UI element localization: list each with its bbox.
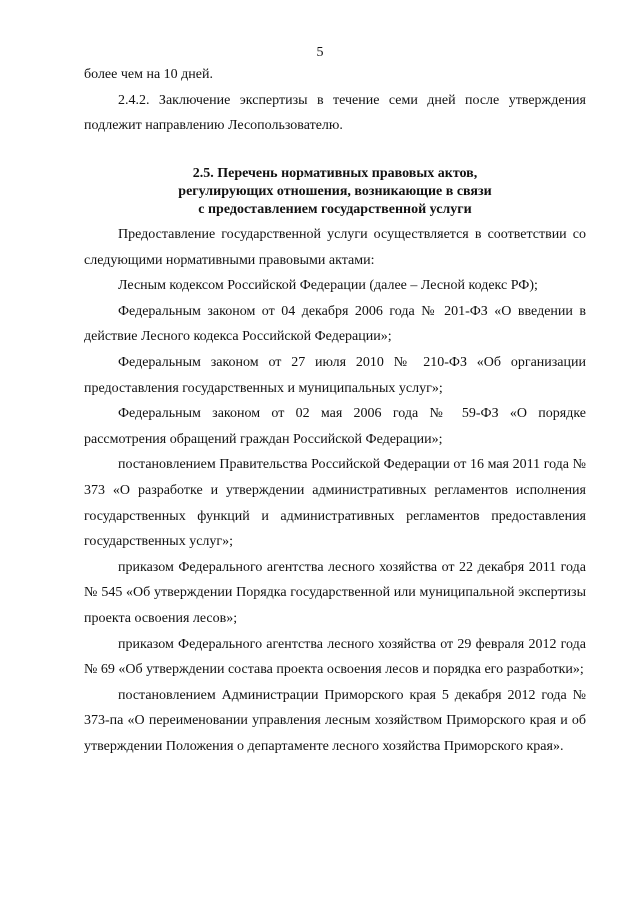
legal-acts-list bbox=[84, 222, 586, 759]
legal-act-item: приказом Федерального агентства лесного хозяйства от 29 февраля 2012 года № 69 «Об утверждении состава проекта освоения лесов и порядка его разработки»; bbox=[84, 636, 586, 678]
legal-act-item: постановлением Правительства Российской Федерации от 16 мая 2011 года № 373 «О разработке и утверждении административных регламентов исполнения государственных функций и административных регламентов предоставления государственных услуг»; bbox=[84, 457, 586, 550]
section-heading-line: с предоставлением государственной услуги bbox=[198, 202, 472, 217]
paragraph-continuation: более чем на 10 дней. bbox=[84, 67, 213, 82]
paragraph-2-4-2: 2.4.2. Заключение экспертизы в течение семи дней после утверждения подлежит направлению Лесопользователю. bbox=[84, 92, 586, 134]
legal-act-item: Федеральным законом от 04 декабря 2006 года № 201-ФЗ «О введении в действие Лесного кодекса Российской Федерации»; bbox=[84, 303, 586, 345]
paragraph-intro: Предоставление государственной услуги осуществляется в соответствии со следующими нормативными правовыми актами: bbox=[84, 227, 586, 268]
page-number: 5 bbox=[316, 45, 324, 60]
legal-act-item: постановлением Администрации Приморского края 5 декабря 2012 года № 373-па «О переименовании управления лесным хозяйством Приморского края и об утверждении Положения о департаменте лесного хозяйства Приморского края». bbox=[84, 687, 586, 754]
legal-act-item: Федеральным законом от 02 мая 2006 года № 59-ФЗ «О порядке рассмотрения обращений граждан Российской Федерации»; bbox=[84, 406, 586, 447]
section-heading-line: регулирующих отношения, возникающие в связи bbox=[178, 184, 492, 199]
legal-act-item: Федеральным законом от 27 июля 2010 № 210-ФЗ «Об организации предоставления государственных и муниципальных услуг»; bbox=[84, 354, 586, 396]
section-heading-line: 2.5. Перечень нормативных правовых актов, bbox=[192, 166, 478, 181]
top-text-block bbox=[84, 62, 586, 139]
section-heading bbox=[84, 165, 586, 219]
legal-act-item: приказом Федерального агентства лесного хозяйства от 22 декабря 2011 года № 545 «Об утверждении Порядка государственной или муниципальной экспертизы проекта освоения лесов»; bbox=[84, 559, 586, 626]
legal-act-item: Лесным кодексом Российской Федерации (далее – Лесной кодекс РФ); bbox=[118, 278, 538, 294]
